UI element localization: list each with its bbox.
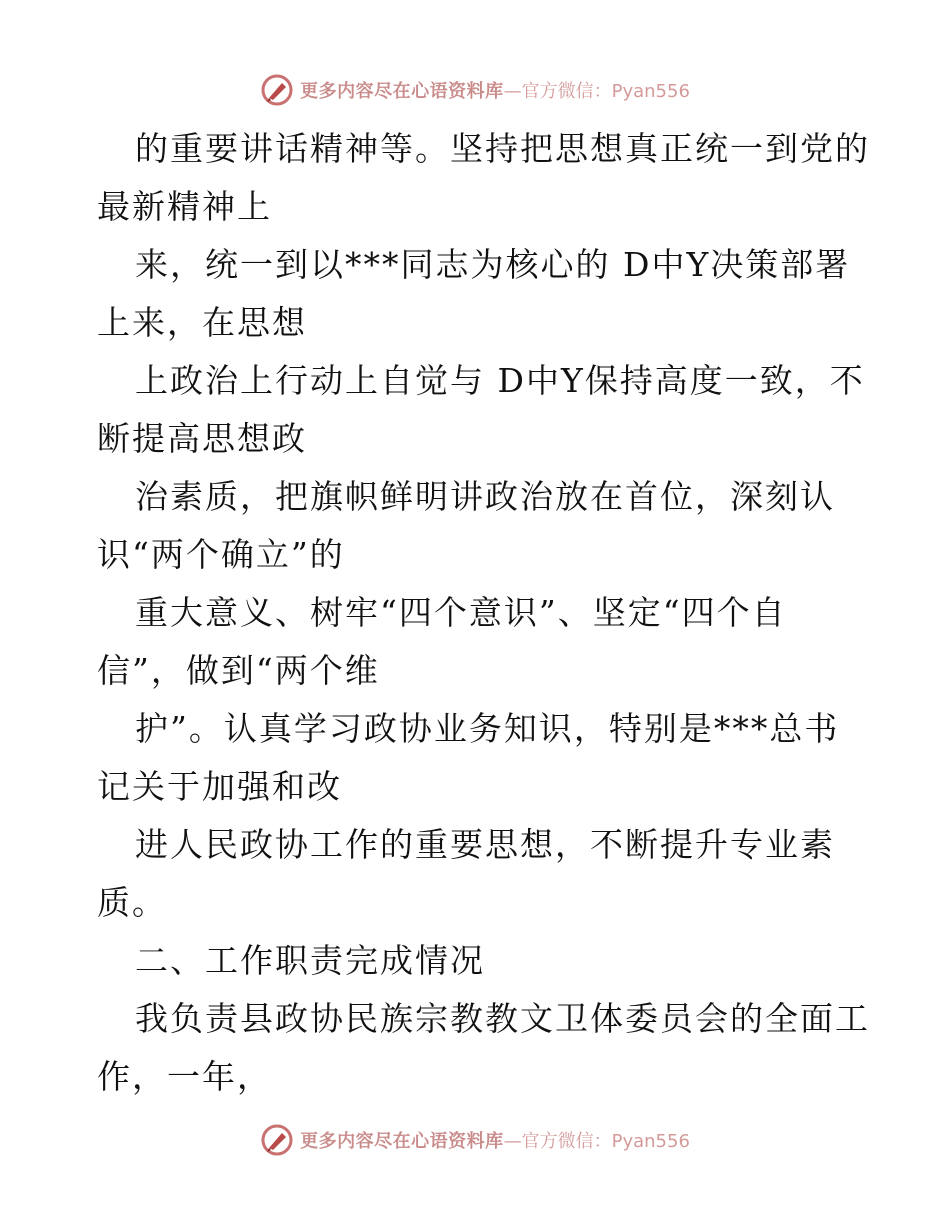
section-heading: 二、工作职责完成情况 <box>135 941 485 980</box>
text-line: 护”。认真学习政协业务知识，特别是***总书 <box>135 709 840 748</box>
text-line: 最新精神上 <box>97 187 272 226</box>
text-line: 记关于加强和改 <box>97 767 342 806</box>
text-line: 作，一年， <box>97 1057 272 1096</box>
watermark-text: 更多内容尽在心语资料库 <box>300 1131 504 1152</box>
text-line: 上政治上行动上自觉与 D中Y保持高度一致，不 <box>135 361 865 400</box>
text-line: 来，统一到以***同志为核心的 D中Y决策部署 <box>135 245 851 284</box>
footer-watermark <box>0 1120 950 1160</box>
header-watermark <box>0 70 950 110</box>
pen-logo-icon <box>260 1123 294 1157</box>
text-line: 治素质，把旗帜鲜明讲政治放在首位，深刻认 <box>135 477 835 516</box>
document-body <box>97 120 870 1106</box>
text-line: 质。 <box>97 883 167 922</box>
watermark-wechat: —官方微信：Pyan556 <box>503 81 690 102</box>
text-line: 重大意义、树牢“四个意识”、坚定“四个自 <box>135 593 787 632</box>
text-line: 断提高思想政 <box>97 419 307 458</box>
text-line: 识“两个确立”的 <box>97 535 345 574</box>
watermark-wechat: —官方微信：Pyan556 <box>503 1131 690 1152</box>
pen-logo-icon <box>260 73 294 107</box>
text-line: 上来，在思想 <box>97 303 307 342</box>
watermark-text: 更多内容尽在心语资料库 <box>300 81 504 102</box>
text-line: 进人民政协工作的重要思想，不断提升专业素 <box>135 825 835 864</box>
text-line: 信”，做到“两个维 <box>97 651 380 690</box>
text-line: 的重要讲话精神等。坚持把思想真正统一到党的 <box>135 129 870 168</box>
text-line: 我负责县政协民族宗教教文卫体委员会的全面工 <box>135 999 870 1038</box>
